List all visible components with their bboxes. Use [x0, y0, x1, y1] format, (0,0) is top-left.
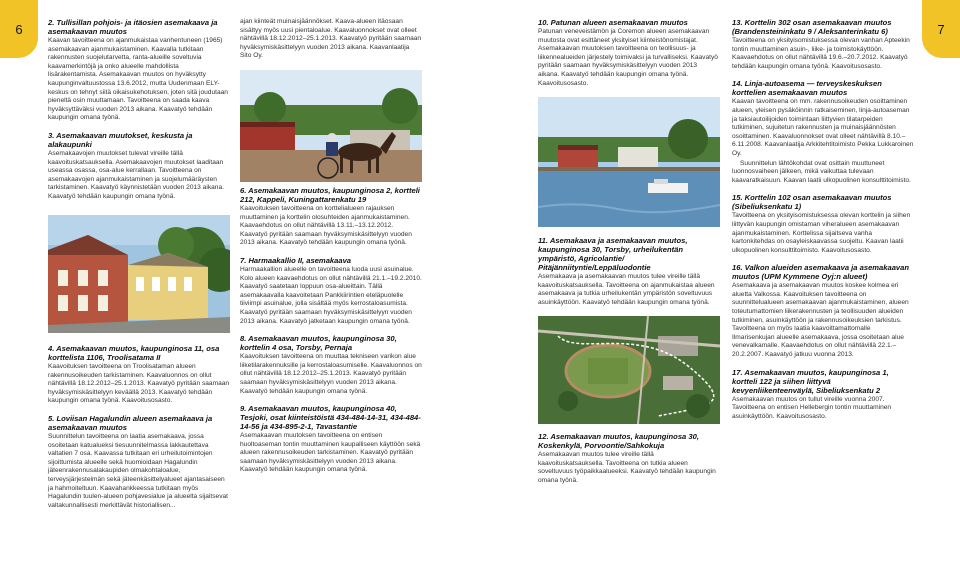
photo-aerial-sports-field [538, 316, 720, 424]
section-7-body: Harmaakallion alueelle on tavoitteena luoda uusi asuinalue. Kolo alueen kaavaehdotus on ollut nähtävillä 21.1.–19.2.2010. Kaavatyö saatetaan loppuun osa-alueittain. Tällä asemakaavalla kaavoitetaan Pankkiirintien eteläpuolelle tiiviimpi asuinalue, jolla sisältää myös kerrostaloasumista. Kaavatyö pyritään saamaan hyväksymiskäsittelyyn vuoden 2013 aikana. Kaavatyö jatketaan kaupungin omana työnä. [240, 265, 422, 325]
column-4 [732, 18, 914, 422]
column-1 [48, 18, 230, 203]
section-4-body: Kaavoituksen tavoitteena on Troolisataman alueen rakennusoikeuden tarkistaminen. Kaavaluonnos on ollut nähtävillä 18.12.2012–25.1.2013. Kaavatyö pyritään saamaan hyväksymiskäsittelyyn keväällä 2013. Kaavatyö tehdään kaupungin omana työnä. Kaavoitusosasto. [48, 363, 230, 405]
section-7-title: 7. Harmaakallio II, asemakaava [240, 255, 352, 265]
section-6-title: 6. Asemakaavan muutos, kaupunginosa 2, kortteli 212, Kappeli, Kuningattarenkatu 19 [240, 186, 420, 204]
photo-harbour [538, 97, 720, 227]
section-13-title: 13. Korttelin 302 osan asemakaavan muutos (Brandensteininkatu 9 / Aleksanterinkatu 6) [732, 18, 892, 36]
column-3 [538, 18, 720, 89]
section-5-title: 5. Loviisan Hagalundin alueen asemakaava ja asemakaavan muutos [48, 413, 213, 432]
section-2-body: Kaavan tavoitteena on ajanmukaistaa vanhentuneen (1965) asemakaavan ajanmukaistaminen. Kaavalla tutkitaan rakennusten suojelutarvetta, ranta-alueille soveltuvia kaavamerkintöjä ja onko alueelle mahdollista lisärakentamista. Asemakaavan muutos on hyväksytty kaupunginvaltuustossa 13.6.2012, mutta Uudenmaan ELY-keskus on tehnyt siitä oikaisukehotuksen, joten sitä joudutaan pieneltä osin muuttamaan. Tavoitteena on saada kaava hyväksyttäväksi vuoden 2013 aikana. Kaavatyö tehdään kaupungin omana työnä. [48, 37, 228, 122]
section-3-body: Asemakaavojen muutokset tulevat vireille tällä kaavoituskatsauksella. Asemakaavojen muutokset laaditaan useassa osassa, osa-alue kerrallaan. Tavoitteena on asemakaavojen ajanmukaistaminen ja suojelumääräysten tarkistaminen. Kaavatyö käynnistetään vuoden 2013 aikana. Kaavatyö tehdään kaupungin omana työnä. [48, 149, 224, 200]
section-9-title: 9. Asemakaavan muutos, kaupunginosa 40, Tesjoki, osat kiinteistöistä 434-484-14-31, 434-484-14-56 ja 434-895-2-1, Tavastantie [240, 404, 421, 432]
page-number-left [0, 0, 38, 58]
section-8-title: 8. Asemakaavan muutos, kaupunginosa 30, korttelin 4 osa, Torsby, Pernaja [240, 334, 397, 353]
column-2-intro: ajan kiinteät muinaisjäännökset. Kaava-alueen itäosaan sisältyy myös uusi pientaloalue. Kaavaluonnokset ovat olleet nähtävillä 18.12.2012–25.1.2013. Kaavatyö pyritään saamaan hyväksymiskäsittelyyn vuoden 2013 aikana. Kaavanlaatija Sito Oy. [240, 18, 422, 60]
section-15-title: 15. Korttelin 102 osan asemakaavan muutos (Sibeliuksenkatu 1) [732, 193, 892, 212]
section-15-body: Tavoitteena on yksityisomistuksessa olevan korttelin ja siihen liittyvän kaupungin omistaman viheralueen asemakaavan ajanmukaistaminen. Korttelissa sijaitseva vanha kartonkitehdas on osayleiskaavassa suojeltu. Kaavan laatii ulkopuolinen konsulttitoimisto. Kaavoitusosasto. [732, 212, 911, 254]
column-2 [240, 18, 422, 62]
section-10-title: 10. Patunan alueen asemakaavan muutos [538, 18, 688, 27]
photo-harness-racing [240, 70, 422, 182]
section-16-body: Asemakaava ja asemakaavan muutos koskee kolmea eri aluetta Valkossa. Kaavoituksen tavoitteena on suunnittelualueen asemakaavan ajanmukaistaminen, alueen toteutumattomien liikerakennusten ja teollisuuden alueiden tutkiminen, asuinkäyttöön ja rakennusoikeuksien tarkistus. Tavoitteena on myös laatia kaavoittamattomalle Ilmarisenkujan alueelle asemakaava, jossa osoitetaan alue venevalkamalle. Kaavaehdotus on ollut nähtävillä 22.1.–20.2.2007. Kaavatyö jatkuu vuonna 2013. [732, 282, 909, 359]
section-9-body: Asemakaavan muutoksen tavoitteena on entisen huoltoaseman tontin muuttaminen kaupalliseen käyttöön sekä alueen rakennusoikeuden tarkistaminen. Kaavatyö pyritään saamaan hyväksymiskäsittelyyn vuoden 2013 aikana. Kaavatyö tehdään kaupungin omana työnä. [240, 432, 421, 474]
section-5-body: Suunnittelun tavoitteena on laatia asemakaava, jossa osoitetaan katualueksi tiesuunnitelmassa lakkautettava valtatien 7 osa. Kaavassa tutkitaan eri urheilutoimintojen sijoittumista alueelle sekä huomioidaan Hagalundin jäteenrakennusalakaupiden olmakohtaloalue, terveysjärjestelmän sekä jäteenkäsittelyalueet ajantasaiseen ja hahmoiteltuun. Kaavahankkeessa tutkitaan myös Hagalundin tuulen-alueen pohjavesialue ja alueelta sijaitsevat valtakunnallisesti merkittävät historiallisen... [48, 432, 228, 509]
section-10-body: Patunan veneveistämön ja Coremon alueen asemakaavan muutosta ovat esittäneet yksityiset kiinteistönomistajat. Asemakaavan muutoksen tavoitteena on teollisuus- ja liikennealueiden järjestely toimivaksi ja turvalliseksi. Kaavatyö pyritään saamaan hyväksymiskäsittelyyn vuoden 2013 aikana. Kaavatyö tehdään kaupungin omana työnä. Kaavoitusosasto. [538, 28, 718, 87]
page-number-right [922, 0, 960, 58]
column-3-lower [538, 432, 720, 486]
section-11-body: Asemakaava ja asemakaavan muutos tulee vireille tällä kaavoituskatsauksella. Tavoitteena on ajanmukaistaa alueen asemakaava ja tutkia urheilukentän ympäristön soveltuvuus asuinkäyttöön. Kaavatyö tehdään kaupungin omana työnä. [538, 273, 715, 306]
section-14-body-2: Suunnittelun lähtökohdat ovat osittain muuttuneet luonnosvaiheen jälkeen, mikä vaikuttaa tulevaan kaavaratkaisuun. Kaavan laatii ulkopuolinen konsulttitoimisto. [732, 159, 911, 184]
column-2-lower [240, 186, 422, 476]
section-6-body: Kaavoituksen tavoitteena on korttelialueen rajauksen muuttaminen ja korttelin olosuhteiden ajanmukaistaminen. Kaavaehdotus on ollut nähtävillä 13.11.–13.12.2012. Kaavatyö pyritään saamaan hyväksymiskäsittelyyn vuoden 2013 aikana. Kaavatyö tehdään kaupungin omana työnä. [240, 205, 412, 247]
column-3-mid [538, 236, 720, 308]
section-12-title: 12. Asemakaavan muutos, kaupunginosa 30, Koskenkylä, Porvoontie/Sahkokuja [538, 432, 699, 450]
section-8-body: Kaavoituksen tavoitteena on muuttaa tekniseen varikon alue liiketilarakennuksille ja kerrostaloasumiselle. Kaavaluonnos on ollut nähtävillä 18.12.2012–25.1.2013. Kaavatyö pyritään saamaan hyväksymiskäsittelyyn vuoden 2013 aikana. Kaavatyö tehdään kaupungin omana työnä. [240, 353, 422, 395]
page-number-right-label: 7 [937, 21, 945, 37]
section-17-title: 17. Asemakaavan muutos, kaupunginosa 1, kortteli 122 ja siihen liittyvä kevyenliikenteenväylä, Sibeliuksenkatu 2 [732, 367, 889, 395]
section-2-title: 2. Tullisillan pohjois- ja itäosien asemakaava ja asemakaavan muutos [48, 18, 218, 36]
section-4-title: 4. Asemakaavan muutos, kaupunginosa 11, osa korttelista 1106, Troolisatama II [48, 344, 220, 362]
section-14-title: 14. Linja-autoasema — terveyskeskuksen korttelien asemakaavan muutos [732, 79, 882, 98]
page-number-left-label: 6 [15, 21, 23, 37]
section-16-title: 16. Valkon alueiden asemakaava ja asemakaavan muutos (UPM Kymmene Oyj:n alueet) [732, 263, 910, 282]
section-12-body: Asemakaavan muutos tulee vireille tällä kaavoituskatsauksella. Tavoitteena on tutkia alueen soveltuvuus työpaikkaalueeksi. Kaavatyö tehdään kaupungin omana työnä. [538, 451, 716, 484]
section-13-body: Tavoitteena on yksityisomistuksessa olevan vanhan Apteekin tontin muuttaminen asuin-, liike- ja toimistokäyttöön. Kaavaehdotus on ollut nähtävillä 19.6.–20.7.2012. Kaavatyö tehdään kaupungin omana työnä. Kaavoitusosasto. [732, 37, 910, 70]
section-14-body-1: Kaavan tavoitteena on mm. rakennusoikeuden osoittaminen alueen, yleisen pysäköinnin ratkaiseminen, linja-autoaseman ja taksiautoilijoiden toimintaan liittyvien tilatarpeiden tutkiminen, sujuitetun rakennusten ja muinaisjäännösten osoittaminen. Kaavaluonnokset ovat olleet nähtävillä 8.10.–6.11.2008. Kaavanlaatija Arkkitehtitoimisto Pekka Lukkaroinen Oy. [732, 98, 914, 157]
photo-wooden-houses [48, 215, 230, 333]
section-11-title: 11. Asemakaava ja asemakaavan muutos, kaupunginosa 30, Torsby, urheilukentän ympäristö, Agricolantie/ Pitäjänniityntie/Leppäluodontie [538, 236, 688, 272]
column-1-lower [48, 344, 230, 511]
section-17-body: Asemakaavan muutos on tullut vireille vuonna 2007. Tavoitteena on entisen Hellebergin tontin muuttaminen asuinkäyttöön. Kaavoitusosasto. [732, 395, 892, 420]
section-3-title: 3. Asemakaavan muutokset, keskusta ja alakaupunki [48, 130, 193, 149]
